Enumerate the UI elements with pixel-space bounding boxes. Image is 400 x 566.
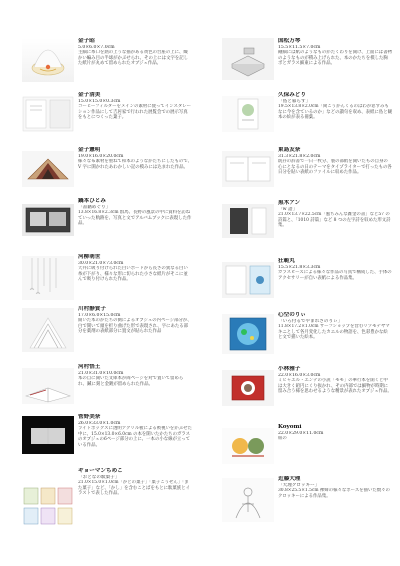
entry-description: 11.8×17.2×1.0cm サーフショップを営むリゾモテヤマキニとして各月変化したカエルの物語を、色彩豊かな絵と文で描いた絵本。 xyxy=(278,324,390,341)
artwork-photo xyxy=(22,96,74,132)
entry-title: 黒木アン xyxy=(278,200,301,206)
entry-title: 久保みどり xyxy=(278,92,306,98)
entry-meta: 19.0×16.0×20.0cm xyxy=(78,153,124,159)
entry-title: 近藤大理 xyxy=(278,476,301,482)
entry-meta: 「書籍めぐり」 xyxy=(78,204,111,210)
entry-description: ライトボックスに透明アクリル板による被視いをかぶせた中に、15.0×13.0×6.0cm の本を開いたかたちのガラスのオブジェの6ページ部分の上に、一本の小な線が立っている作品。 xyxy=(78,426,192,448)
entry-title: ギョーマンちめこ xyxy=(78,468,123,474)
entry-meta: 「島と暮らす」 xyxy=(278,98,311,104)
entry-description: 天井に吸り付けられた白いボードから長さの異なる白い糸が下がり、様々な形に切られた小さな紙片がそこに並んで吸り付けられた作品。 xyxy=(78,266,188,283)
entry-title: 金子昭 xyxy=(78,38,95,44)
artwork-photo xyxy=(22,416,74,454)
artwork-photo xyxy=(222,314,274,354)
entry-description: ガラスビーズによる様々な作品の写真で構成した、手体のアクセサリーが自い表紙による作品集。 xyxy=(278,270,392,281)
entry-meta: 21.0×31.0×10.0cm xyxy=(78,370,124,376)
entry-title: 菅野美奈 xyxy=(78,414,101,420)
entry-title: 国松万琴 xyxy=(278,38,301,44)
entry-description: 本の自に開いた文庫本が両ページを対で置いて留められ、鍼に刻と金鍍が留められた作品。 xyxy=(78,376,184,387)
entry-title: 東島友奈 xyxy=(278,147,301,153)
entry-description: 開いた本のかたちの側によるオブジェの内ページ部分が、白で開いて頭を折り曲げた形で表現され、字にあたる部分を薬剤の表紙部分に置文が貼られた作品 xyxy=(78,318,192,335)
entry-description: ミヒャエル・エンデの小説「モモ」の華行本を開くと中は大きく鉛円にくり抜かれ、その内部では細物が時期に留み合う様を思わせるような精景が表れたオブジェ作品。 xyxy=(278,378,392,395)
entry-title: 鍋本ひとみ xyxy=(78,198,106,204)
entry-description: 13.8×16.8×2.3cm 群馬、長野の風景の中に資料を訪ねていった軌跡を、写真と文でアルバムブックに表現した作品。 xyxy=(78,210,192,227)
artwork-photo xyxy=(222,262,274,298)
entry-description: 様々な布素材を重ねて和本のようなかたちにしたもので、V 字に開かれたあわかしい記の模みには込まれた作品。 xyxy=(78,159,192,170)
artwork-photo xyxy=(22,368,74,404)
artwork-photo xyxy=(22,486,74,526)
artwork-photo xyxy=(222,428,274,464)
artwork-photo xyxy=(222,38,274,80)
artwork-photo xyxy=(222,478,274,522)
entry-title: 河村悟王 xyxy=(78,364,101,370)
entry-description: 19.5×13.8×2.0cm「岡こうかんくるのはわが窓すみもなに今を含ているのか」などの讃句を収め、表紙に島と観本の絵が表る冊葉。 xyxy=(278,104,392,121)
artwork-photo xyxy=(22,38,74,82)
entry-title: 川村静賀子 xyxy=(78,306,106,312)
artwork-photo xyxy=(22,256,74,300)
entry-meta: 5.0×6.0×7.0cm xyxy=(78,44,115,50)
entry-description: 30.8×25.5×1.5cm 裸婦の様々なポーズを描いた数々のクロッキーによる作品集。 xyxy=(278,488,390,499)
artwork-photo xyxy=(222,151,274,187)
entry-meta: 15.5×21.8×3.3cm xyxy=(278,264,321,270)
entry-title: 小林雅子 xyxy=(278,366,301,372)
entry-meta: 「いろ付るでやまれさのりぃ」 xyxy=(278,318,343,324)
entry-meta: 「おとなの駄菓子」 xyxy=(78,474,120,480)
entry-title: Koyomi xyxy=(278,424,302,430)
entry-meta: 22.0×29.0×11.0cm xyxy=(278,430,324,436)
entry-description: コーヒーフィルターをメインの素材に使ってインスタレーション作品にして吉居家で行われた展覧会での展示写真をもとにつくった葉子。 xyxy=(78,104,192,121)
entry-description: 紐の xyxy=(278,436,287,442)
artwork-photo xyxy=(22,204,74,236)
entry-description: 既存の辞書で一日一枚分、裏の部紙を開いたもの自身の心にとなるの日のテーマをタイプライターで打ったもの各日分を貼い表紙のファイルに収めた作品。 xyxy=(278,159,392,176)
entry-meta: 「大理クロッキー」 xyxy=(278,482,320,488)
entry-description: 21.0×15.0×1.0cm「かどの菓子」「菓子こうせん」「また菓子」など、「かし」を含むことばをもとに駄菓族とイラストで表した作品。 xyxy=(78,480,190,497)
entry-description: 21.0×13.7×22.5cm「風ちみんな雑金の書」など57 の詩篇と、「1010 詩篇」など 8 つの左字詩を収めた形文詩集。 xyxy=(278,212,391,229)
entry-meta: 17.0×6.0×15.0cm xyxy=(78,312,121,318)
entry-meta: 15.0×15.0×0.3cm xyxy=(78,98,121,104)
entry-title: 河柳萌世 xyxy=(78,254,101,260)
entry-title: 心空のりぃ xyxy=(278,312,306,318)
artwork-photo xyxy=(222,96,274,132)
entry-meta: 「w 語」 xyxy=(278,206,298,212)
entry-title: 金子清美 xyxy=(78,92,101,98)
entry-meta: 22.0×16.0×3.0cm xyxy=(278,372,321,378)
artwork-photo xyxy=(22,308,74,352)
entry-title: 狂範丸 xyxy=(278,258,295,264)
entry-meta: 26.0×33.0×1.0cm xyxy=(78,420,121,426)
artwork-photo xyxy=(222,204,274,238)
artwork-photo xyxy=(22,151,74,187)
entry-description: 主細に糸口を熱の上うな描がある黄色の台座の上に、織かい編み目の半球がかぶせられ、その上には文字を記した紙片が丸めて留められたオブジェ作品。 xyxy=(78,50,189,67)
entry-title: 金子憲明 xyxy=(78,147,101,153)
entry-meta: 31.3×21.8×2.0cm xyxy=(278,153,321,159)
artwork-photo xyxy=(222,370,274,406)
entry-description: 剛細には紙のようなものがたくわりを開け、上面には書物のようなものが積み上げられた、本のかたちを模した胸ボとガラス細東による作品。 xyxy=(278,50,392,67)
entry-meta: 30.0×21.0×73.0cm xyxy=(78,260,124,266)
entry-meta: 15.5×11.5×7.0cm xyxy=(278,44,321,50)
